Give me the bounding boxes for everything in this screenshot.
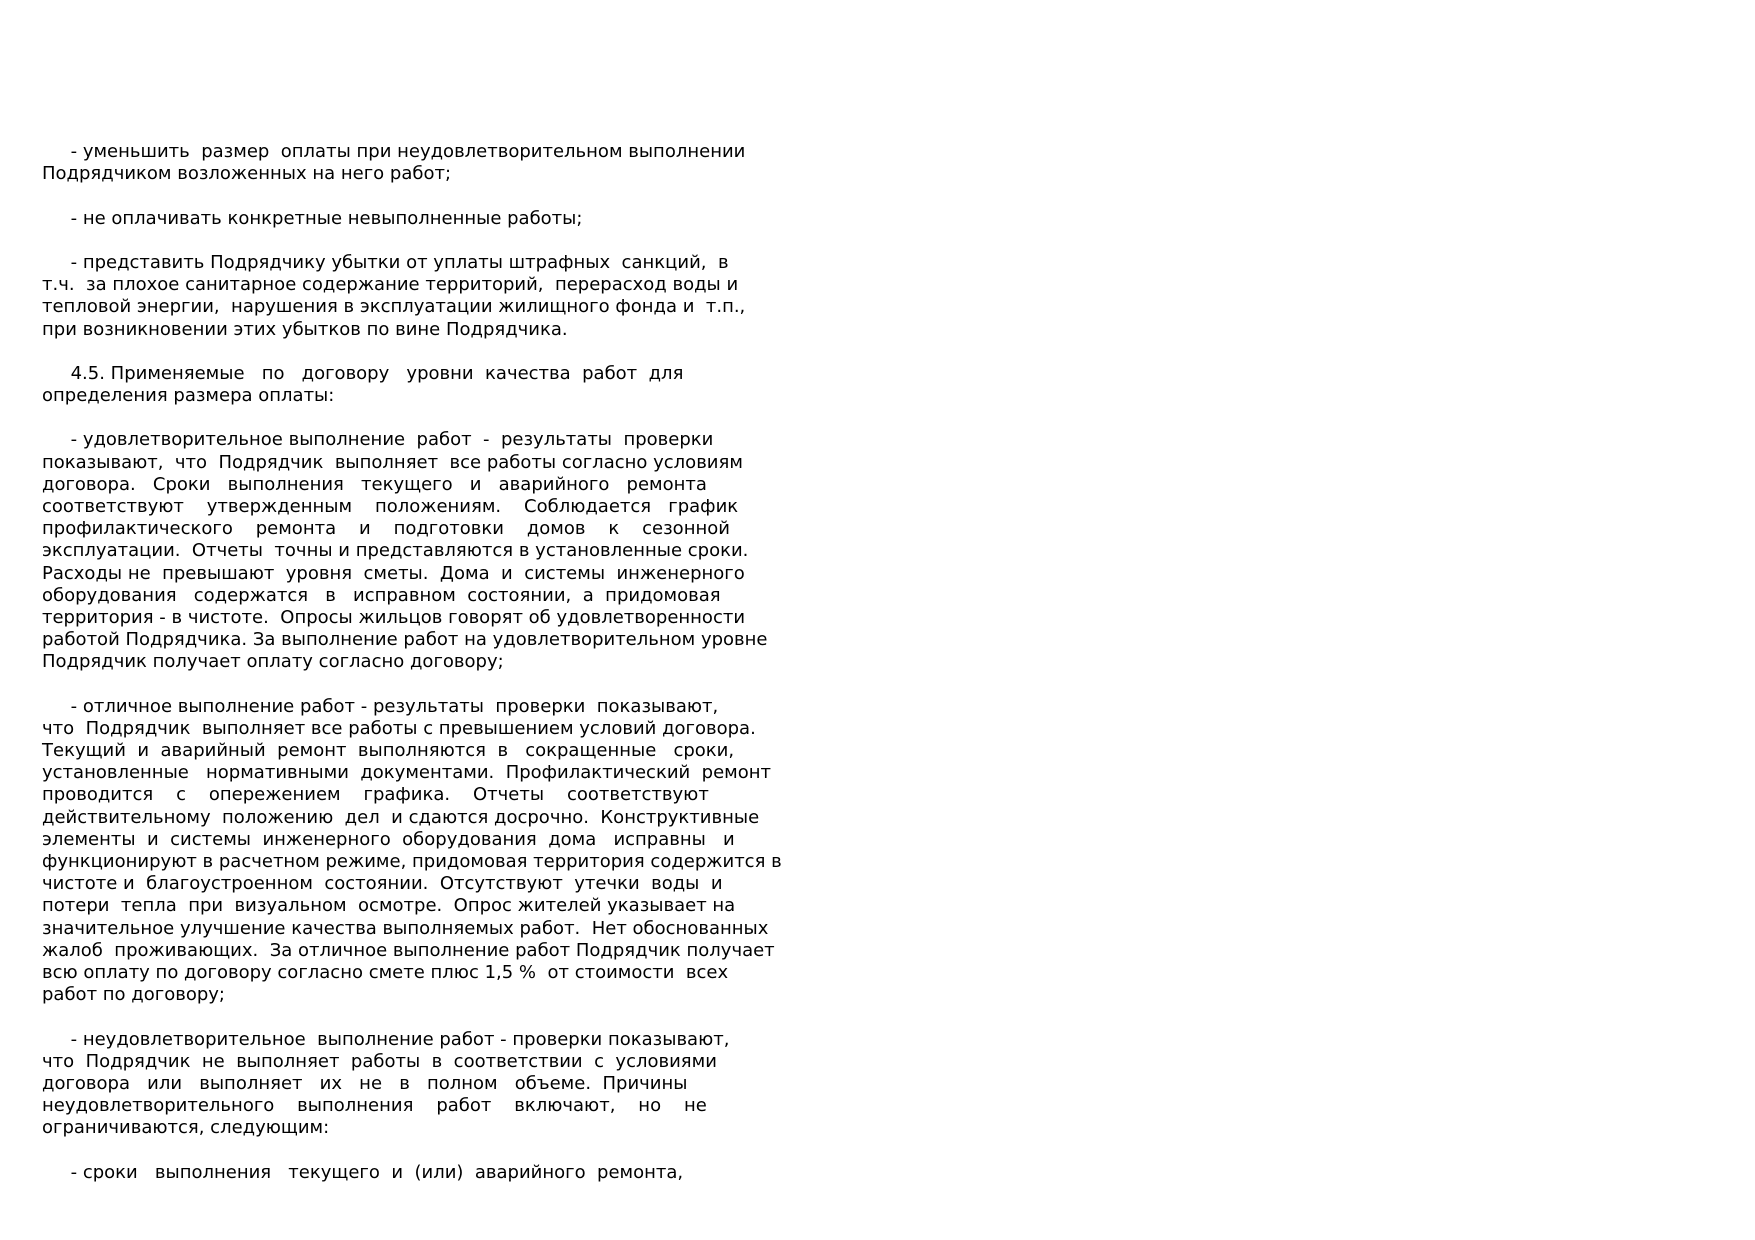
text-line: соответствуют утвержденным положениям. Соблюдается график bbox=[42, 496, 739, 517]
text-line: Подрядчик получает оплату согласно договору; bbox=[42, 651, 504, 673]
document-body bbox=[42, 141, 842, 1206]
text-line: жалоб проживающих. За отличное выполнение работ Подрядчик получает bbox=[42, 939, 775, 961]
text-line: договора. Сроки выполнения текущего и аварийного ремонта bbox=[42, 473, 707, 495]
text-line: - отличное выполнение работ - результаты проверки показывают, bbox=[42, 695, 719, 717]
paragraph bbox=[42, 363, 842, 407]
text-line: оборудования содержатся в исправном состоянии, а придомовая bbox=[42, 584, 721, 606]
paragraph bbox=[42, 141, 842, 185]
text-line: работой Подрядчика. За выполнение работ на удовлетворительном уровне bbox=[42, 629, 768, 651]
text-line: - не оплачивать конкретные невыполненные работы; bbox=[42, 207, 583, 229]
text-line: работ по договору; bbox=[42, 984, 225, 1006]
text-line: - удовлетворительное выполнение работ - результаты проверки bbox=[42, 429, 714, 451]
text-line: потери тепла при визуальном осмотре. Опрос жителей указывает на bbox=[42, 895, 736, 917]
text-line: Текущий и аварийный ремонт выполняются в сокращенные сроки, bbox=[42, 740, 735, 762]
paragraph bbox=[42, 252, 842, 341]
text-line: Расходы не превышают уровня сметы. Дома и системы инженерного bbox=[42, 562, 745, 584]
text-line: что Подрядчик выполняет все работы с превышением условий договора. bbox=[42, 717, 756, 739]
text-line: определения размера оплаты: bbox=[42, 385, 335, 407]
text-line: функционируют в расчетном режиме, придомовая территория содержится в bbox=[42, 851, 782, 872]
text-line: - представить Подрядчику убытки от уплаты штрафных санкций, в bbox=[42, 251, 729, 273]
text-line: т.ч. за плохое санитарное содержание территорий, перерасход воды и bbox=[42, 274, 739, 296]
text-line: установленные нормативными документами. Профилактический ремонт bbox=[42, 762, 772, 784]
paragraph bbox=[42, 696, 842, 1007]
text-line: показывают, что Подрядчик выполняет все работы согласно условиям bbox=[42, 451, 743, 473]
text-line: неудовлетворительного выполнения работ включают, но не bbox=[42, 1095, 707, 1117]
text-line: действительному положению дел и сдаются досрочно. Конструктивные bbox=[42, 806, 760, 828]
text-line: что Подрядчик не выполняет работы в соответствии с условиями bbox=[42, 1050, 717, 1072]
text-line: Подрядчиком возложенных на него работ; bbox=[42, 163, 452, 185]
paragraph bbox=[42, 1029, 842, 1140]
text-line: профилактического ремонта и подготовки домов к сезонной bbox=[42, 518, 730, 540]
text-line: - неудовлетворительное выполнение работ - проверки показывают, bbox=[42, 1028, 730, 1050]
text-line: всю оплату по договору согласно смете плюс 1,5 % от стоимости всех bbox=[42, 961, 729, 983]
text-line: элементы и системы инженерного оборудования дома исправны и bbox=[42, 828, 735, 850]
text-line: 4.5. Применяемые по договору уровни качества работ для bbox=[42, 362, 684, 384]
text-line: при возникновении этих убытков по вине Подрядчика. bbox=[42, 318, 568, 340]
text-line: проводится с опережением графика. Отчеты соответствуют bbox=[42, 784, 709, 806]
text-line: - уменьшить размер оплаты при неудовлетворительном выполнении bbox=[42, 141, 746, 162]
text-line: - сроки выполнения текущего и (или) аварийного ремонта, bbox=[42, 1161, 684, 1183]
text-line: тепловой энергии, нарушения в эксплуатации жилищного фонда и т.п., bbox=[42, 296, 746, 318]
paragraph bbox=[42, 208, 842, 230]
text-line: чистоте и благоустроенном состоянии. Отсутствуют утечки воды и bbox=[42, 873, 723, 895]
text-line: эксплуатации. Отчеты точны и представляются в установленные сроки. bbox=[42, 540, 749, 562]
text-line: договора или выполняет их не в полном объеме. Причины bbox=[42, 1072, 688, 1094]
paragraph bbox=[42, 1162, 842, 1184]
text-line: ограничиваются, следующим: bbox=[42, 1117, 330, 1139]
paragraph bbox=[42, 429, 842, 673]
text-line: территория - в чистоте. Опросы жильцов говорят об удовлетворенности bbox=[42, 606, 746, 628]
text-line: значительное улучшение качества выполняемых работ. Нет обоснованных bbox=[42, 917, 769, 939]
